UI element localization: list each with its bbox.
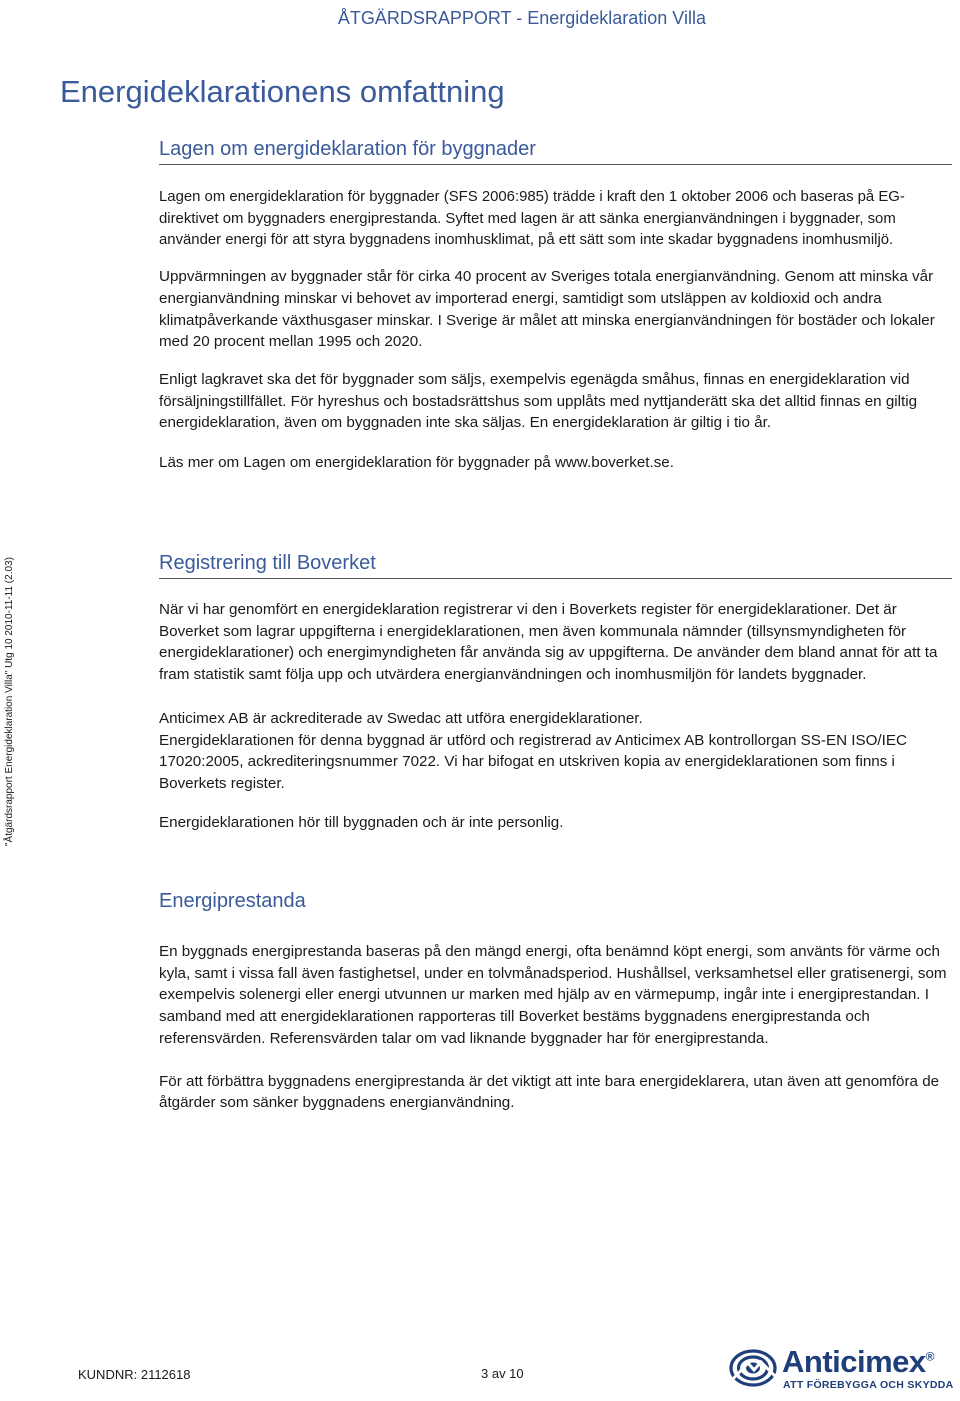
anticimex-logo-icon [728, 1348, 778, 1388]
customer-number: KUNDNR: 2112618 [78, 1367, 191, 1382]
section-heading: Lagen om energideklaration för byggnader [159, 138, 952, 165]
anticimex-logo [728, 1344, 954, 1396]
section-energy-performance [159, 890, 952, 1114]
anticimex-logo-tagline: ATT FÖREBYGGA OCH SKYDDA [783, 1379, 954, 1391]
paragraph: Uppvärmningen av byggnader står för cirka 40 procent av Sveriges totala energianvändning. Genom att minska vår energianvändning minskar vi behovet av importerad energi, samtidigt som utsläppen av koldioxid och andra klimatpåverkande växthusgaser minskar. I Sverige är målet att minska energianvändningen för bostäder och lokaler med 20 procent mellan 1995 och 2020. [159, 268, 935, 351]
section-heading: Energiprestanda [159, 890, 306, 912]
page-number: 3 av 10 [481, 1366, 524, 1381]
paragraph: Lagen om energideklaration för byggnader (SFS 2006:985) trädde i kraft den 1 oktober 2006 och baseras på EG-direktivet om byggnaders energiprestanda. Syftet med lagen är att sänka energianvändningen i byggnader, som använder energi för att styra byggnadens inomhusklimat, på ett sätt som inte skadar byggnadens inomhusmiljö. [159, 189, 905, 249]
section-heading: Registrering till Boverket [159, 552, 952, 579]
page-title: Energideklarationens omfattning [60, 74, 505, 109]
paragraph: Energideklarationen för denna byggnad är utförd och registrerad av Anticimex AB kontrollorgan SS-EN ISO/IEC 17020:2005, ackrediteringsnummer 7022. Vi har bifogat en utskriven kopia av energideklarationen som finns i Boverkets register. [159, 731, 907, 792]
report-header-title: ÅTGÄRDSRAPPORT - Energideklaration Villa [337, 8, 706, 28]
paragraph: Energideklarationen hör till byggnaden och är inte personlig. [159, 813, 564, 831]
paragraph: När vi har genomfört en energideklaration registrerar vi den i Boverkets register för energideklarationer. Det är Boverket som lagrar uppgifterna i energideklarationen, men även kommunala nämnder (tillsynsmyndigheten för energideklarationer) och energimyndigheten får använda sig av uppgifterna. De använder dem bland annat för att ta fram statistik samt följa upp och utvärdera energianvändningen och inomhusmiljön för landets byggnader. [159, 601, 938, 684]
paragraph: En byggnads energiprestanda baseras på den mängd energi, ofta benämnd köpt energi, som använts för värme och kyla, samt i vissa fall även fastighetsel, under en tolvmånadsperiod. Hushållsel, verksamhetsel eller gratisenergi, som exempelvis solenergi eller energi utvunnen ur marken med hjälp av en värmepump, ingår inte i energiprestandan. I samband med att energideklarationen rapporteras till Boverket bestäms byggnadens energiprestanda och referensvärden. Referensvärden talar om vad liknande byggnader har för energiprestanda. [159, 943, 947, 1047]
side-document-reference-text: "Åtgärdsrapport Energideklaration Villa" Utg 10 2010-11-11 (2.03) [4, 557, 15, 846]
paragraph-read-more: Läs mer om Lagen om energideklaration för byggnader på www.boverket.se. [159, 454, 674, 472]
anticimex-logo-name: Anticimex® [782, 1344, 935, 1379]
paragraph: För att förbättra byggnadens energiprestanda är det viktigt att inte bara energideklarera, utan även att genomföra de åtgärder som sänker byggnadens energianvändning. [159, 1072, 940, 1112]
section-energy-law [159, 138, 952, 474]
paragraph: Anticimex AB är ackrediterade av Swedac att utföra energideklarationer. [159, 709, 643, 727]
paragraph: Enligt lagkravet ska det för byggnader som säljs, exempelvis egenägda småhus, finnas en energideklaration vid försäljningstillfället. För hyreshus och bostadsrättshus som upplåts med nyttjanderätt ska det alltid finnas en giltig energideklaration, även om byggnaden inte ska säljas. En energideklaration är giltig i tio år. [159, 370, 918, 432]
section-boverket-registration [159, 552, 952, 833]
